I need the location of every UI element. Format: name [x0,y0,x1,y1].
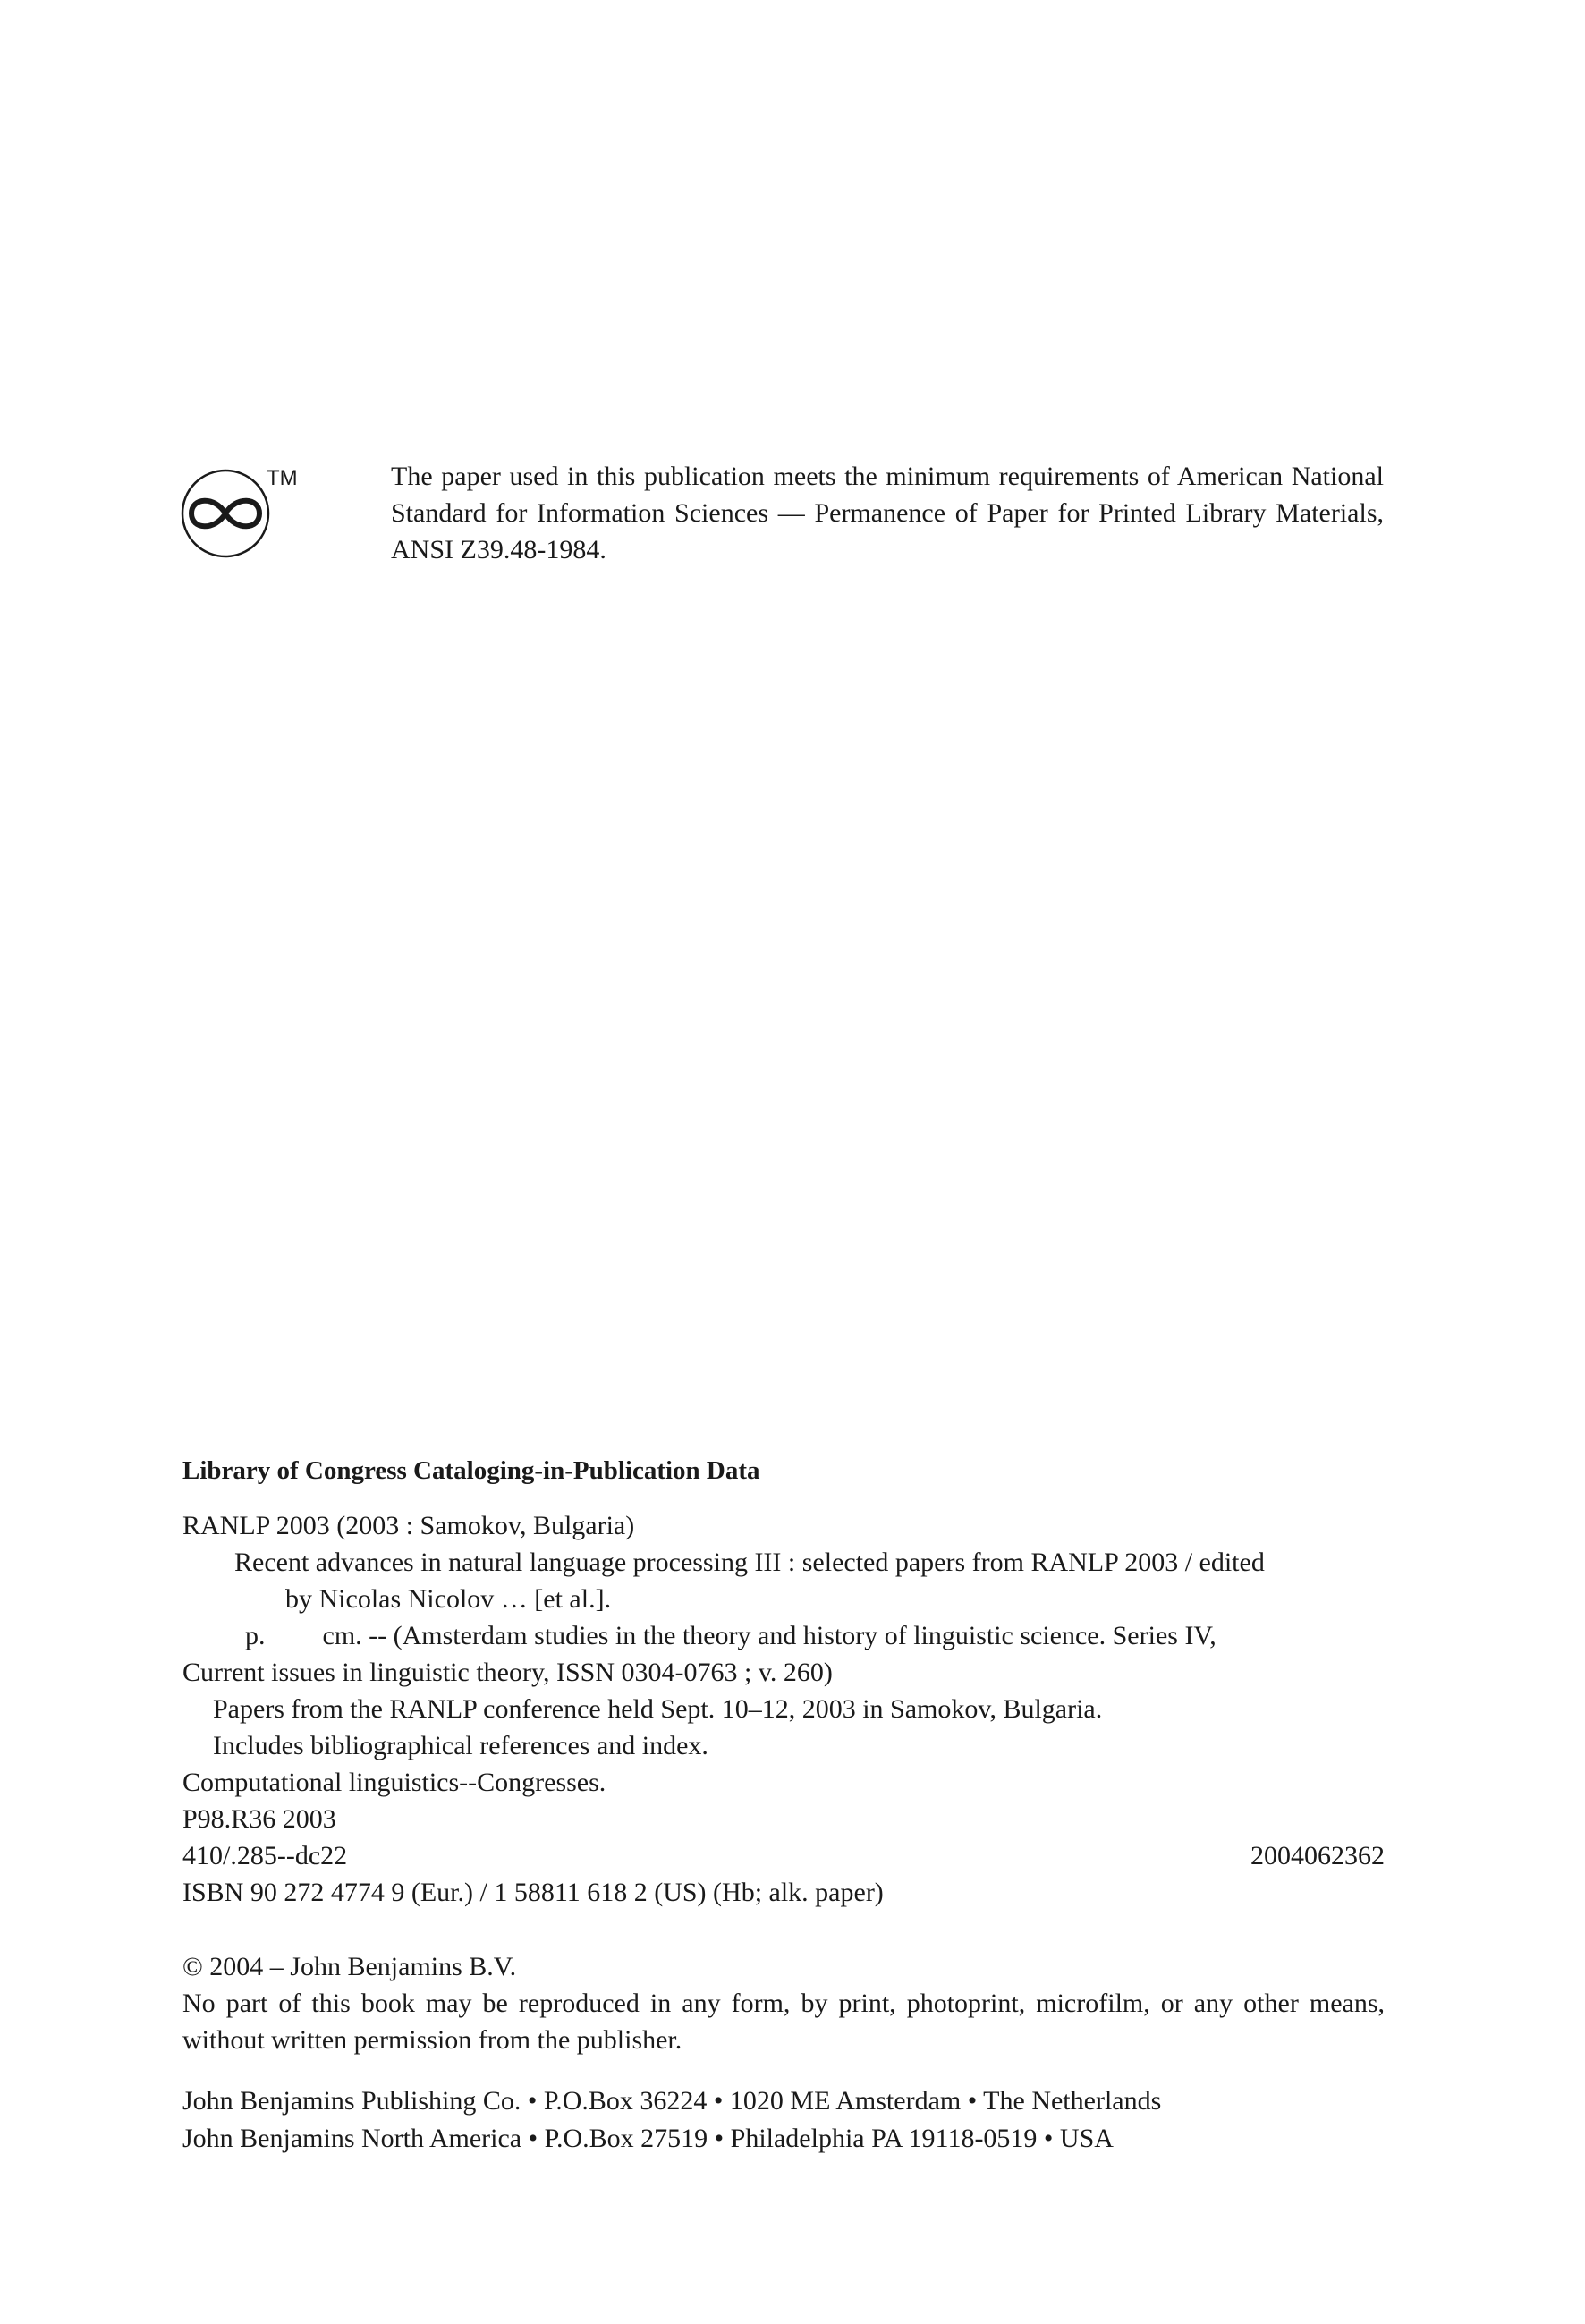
cip-lc-call-number: P98.R36 2003 [182,1804,336,1834]
copyright-block [182,1948,1385,2058]
cip-title-line1: Recent advances in natural language processing III : selected papers from RANLP 2003 / edited [234,1548,1265,1577]
cip-block [182,1453,1385,1911]
rights-statement: No part of this book may be reproduced in any form, by print, photoprint, microfilm, or any other means, without written permission from the publisher. [182,1989,1385,2055]
cip-subject: Computational linguistics--Congresses. [182,1768,606,1797]
cip-physical-rest: cm. -- (Amsterdam studies in the theory and history of linguistic science. Series IV, [322,1621,1216,1650]
cip-dewey: 410/.285--dc22 [182,1841,348,1870]
cip-physical-p: p. [245,1621,266,1650]
address-north-america: John Benjamins North America • P.O.Box 27519 • Philadelphia PA 19118-0519 • USA [182,2124,1114,2153]
cip-heading: Library of Congress Cataloging-in-Publication Data [182,1456,760,1485]
trademark-label: TM [267,466,298,490]
paper-permanence-notice: The paper used in this publication meets the minimum requirements of American National Standard for Information Sciences — Permanence of Paper for Printed Library Materials, ANSI Z39.48-1984. [391,462,1384,564]
publisher-addresses [182,2082,1385,2158]
cip-note-conference: Papers from the RANLP conference held Sept. 10–12, 2003 in Samokov, Bulgaria. [213,1694,1103,1724]
cip-title-line2: by Nicolas Nicolov … [et al.]. [285,1584,612,1614]
cip-main-entry: RANLP 2003 (2003 : Samokov, Bulgaria) [182,1511,635,1540]
address-europe: John Benjamins Publishing Co. • P.O.Box 36224 • 1020 ME Amsterdam • The Netherlands [182,2086,1162,2116]
cip-physical-description [182,1617,1385,1654]
cip-lccn: 2004062362 [1250,1841,1385,1870]
cip-note-bibliography: Includes bibliographical references and index. [213,1731,708,1760]
cip-isbn: ISBN 90 272 4774 9 (Eur.) / 1 58811 618 2 (US) (Hb; alk. paper) [182,1878,884,1907]
cip-classification-row [182,1837,1385,1874]
cip-series-line2: Current issues in linguistic theory, ISSN 0304-0763 ; v. 260) [182,1658,833,1687]
infinity-permanence-icon [179,463,322,562]
copyright-line: © 2004 – John Benjamins B.V. [182,1952,517,1981]
